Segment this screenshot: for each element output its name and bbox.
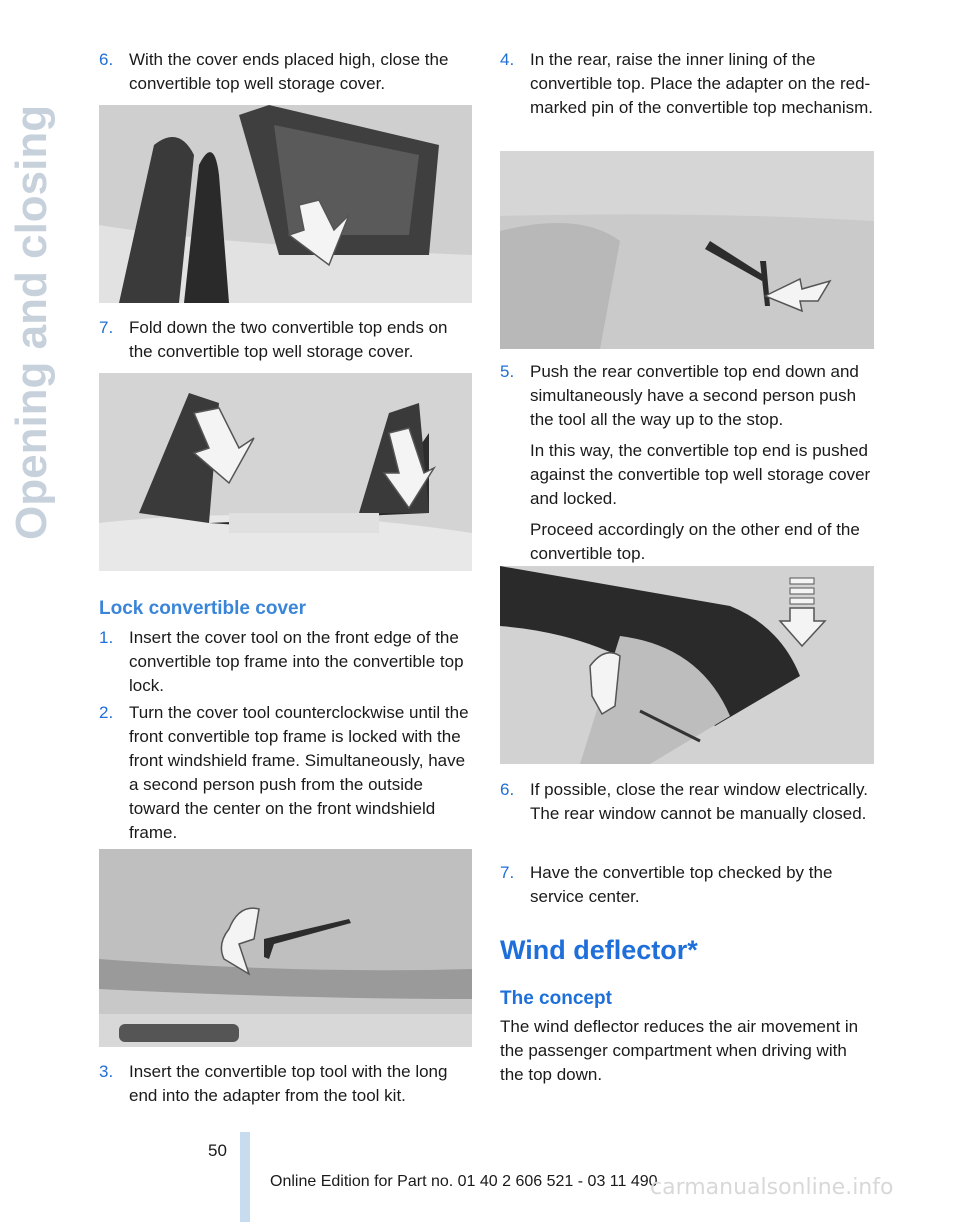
step-text: Have the convertible top checked by the service center. xyxy=(530,863,833,906)
page-number: 50 xyxy=(208,1141,227,1160)
illustration-push-top-end-down xyxy=(500,566,874,764)
step-text: With the cover ends placed high, close the convertible top well storage cover. xyxy=(129,50,449,93)
step-number: 3. xyxy=(99,1062,114,1081)
lock-step-3 xyxy=(99,1060,472,1108)
step-text: Insert the convertible top tool with the long end into the adapter from the tool kit. xyxy=(129,1062,448,1105)
step-number: 7. xyxy=(99,318,114,337)
step-number: 6. xyxy=(500,780,515,799)
step-number: 4. xyxy=(500,50,515,69)
step-number: 7. xyxy=(500,863,515,882)
step-text: Insert the cover tool on the front edge of the convertible top frame into the convertible top lock. xyxy=(129,628,464,695)
step-text: In the rear, raise the inner lining of the convertible top. Place the adapter on the red-marked pin of the convertible top mechanism. xyxy=(530,50,874,117)
step-4-place-adapter xyxy=(500,48,874,120)
wind-deflector-heading: Wind deflector* xyxy=(500,935,698,965)
step-text: Fold down the two convertible top ends on the convertible top well storage cover. xyxy=(129,318,448,361)
step-number: 1. xyxy=(99,628,114,647)
step-7-fold-down-ends xyxy=(99,316,472,364)
step-paragraph: Proceed accordingly on the other end of the convertible top. xyxy=(530,520,860,563)
illustration-turn-cover-tool xyxy=(99,849,472,1047)
step-number: 6. xyxy=(99,50,114,69)
step-6-close-rear-window xyxy=(500,778,874,826)
edition-info: Online Edition for Part no. 01 40 2 606 521 - 03 11 490 xyxy=(270,1173,658,1190)
concept-text: The wind deflector reduces the air movement in the passenger compartment when driving with the top down. xyxy=(500,1017,859,1084)
footer-accent-bar xyxy=(240,1132,250,1222)
illustration-place-adapter xyxy=(500,151,874,349)
step-5-push-top-end xyxy=(500,360,874,566)
chapter-side-title: Opening and closing xyxy=(7,104,56,540)
step-text: If possible, close the rear window electrically. The rear window cannot be manually closed. xyxy=(530,780,868,823)
lock-step-2 xyxy=(99,701,472,845)
step-number: 5. xyxy=(500,362,515,381)
illustration-fold-down-top-ends xyxy=(99,373,472,571)
step-number: 2. xyxy=(99,703,114,722)
step-text: Push the rear convertible top end down and simultaneously have a second person push the tool all the way up to the stop. xyxy=(530,362,859,429)
concept-heading: The concept xyxy=(500,988,612,1009)
step-text: Turn the cover tool counterclockwise until the front convertible top frame is locked with the front windshield frame. Simultaneously, have a second person push from the outside toward the center on the front windshield frame. xyxy=(129,703,469,842)
lock-cover-heading: Lock convertible cover xyxy=(99,598,306,619)
lock-step-1 xyxy=(99,626,472,698)
step-7-service-check xyxy=(500,861,874,909)
step-paragraph: In this way, the convertible top end is pushed against the convertible top well storage cover and locked. xyxy=(530,441,871,508)
watermark: carmanualsonline.info xyxy=(650,1175,894,1200)
illustration-close-storage-cover xyxy=(99,105,472,303)
step-6-close-cover xyxy=(99,48,472,96)
